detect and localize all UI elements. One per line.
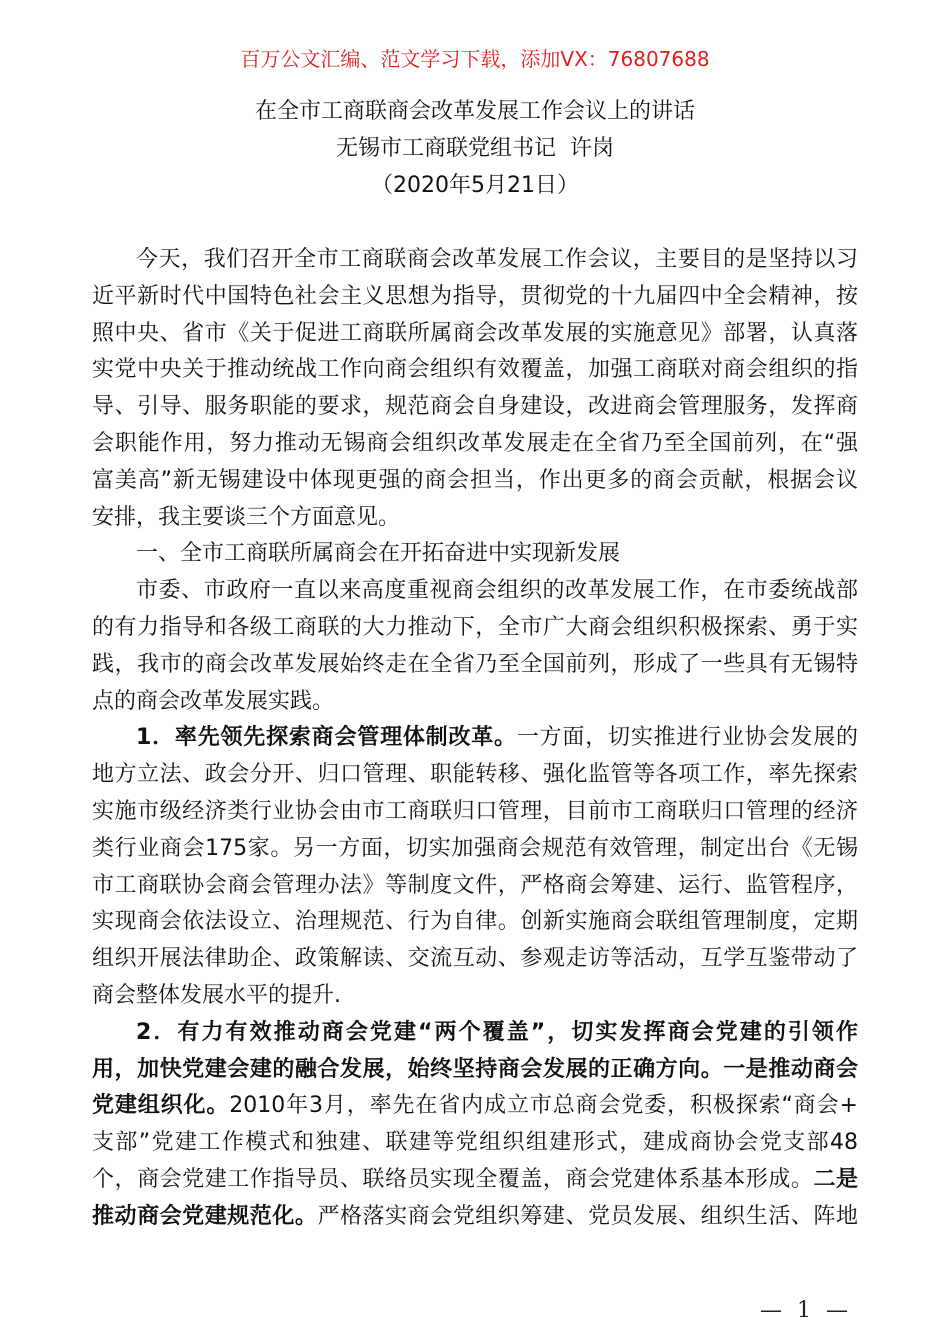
text-segment: 实施市级经济类行业协会由市工商联归口管理，目前市工商联归口管理的经济 bbox=[92, 798, 858, 824]
text-line bbox=[92, 1015, 858, 1052]
text-line bbox=[92, 500, 858, 537]
text-segment: 类行业商会175家。另一方面，切实加强商会规范有效管理，制定出台《无锡 bbox=[92, 835, 858, 861]
text-segment: 严格落实商会党组织筹建、党员发展、组织生活、阵地 bbox=[317, 1203, 858, 1229]
bold-text-segment: 二是 bbox=[813, 1166, 858, 1192]
text-line bbox=[92, 1088, 858, 1125]
text-segment: 地方立法、政会分开、归口管理、职能转移、强化监管等各项工作，率先探索 bbox=[92, 762, 858, 788]
text-line bbox=[92, 757, 858, 794]
text-segment: 安排，我主要谈三个方面意见。 bbox=[92, 504, 401, 530]
text-segment: 2010年3月，率先在省内成立市总商会党委，积极探索“商会+ bbox=[229, 1093, 858, 1119]
text-segment: 实现商会依法设立、治理规范、行为自律。创新实施商会联组管理制度，定期 bbox=[92, 909, 858, 935]
text-line bbox=[92, 242, 858, 279]
speech-date: （2020年5月21日） bbox=[371, 173, 579, 198]
text-line bbox=[92, 1199, 858, 1236]
text-segment: 实党中央关于推动统战工作向商会组织有效覆盖，加强工商联对商会组织的指 bbox=[92, 357, 858, 383]
page-number: — 1 — bbox=[760, 1298, 852, 1323]
text-line bbox=[92, 279, 858, 316]
text-line bbox=[92, 463, 858, 500]
text-line bbox=[92, 1052, 858, 1089]
bold-text-segment: 2．有力有效推动商会党建“两个覆盖”，切实发挥商会党建的引领作 bbox=[136, 1019, 858, 1045]
text-line bbox=[92, 1162, 858, 1199]
text-line bbox=[92, 316, 858, 353]
speaker-line: 无锡市工商联党组书记 许岗 bbox=[336, 136, 614, 161]
text-segment: 组织开展法律助企、政策解读、交流互动、参观走访等活动，互学互鉴带动了 bbox=[92, 946, 858, 972]
text-segment: 个，商会党建工作指导员、联络员实现全覆盖，商会党建体系基本形成。 bbox=[92, 1166, 814, 1192]
text-segment: 今天，我们召开全市工商联商会改革发展工作会议，主要目的是坚持以习 bbox=[136, 247, 858, 272]
text-line bbox=[92, 868, 858, 905]
text-segment: 导、引导、服务职能的要求，规范商会自身建设，改进商会管理服务，发挥商 bbox=[92, 394, 858, 420]
text-line bbox=[92, 831, 858, 868]
bold-text-segment: 推动商会党建规范化。 bbox=[92, 1203, 318, 1229]
text-segment: 点的商会改革发展实践。 bbox=[92, 688, 335, 714]
text-segment: 照中央、省市《关于促进工商联所属商会改革发展的实施意见》部署，认真落 bbox=[92, 320, 858, 346]
text-line bbox=[92, 1125, 858, 1162]
bold-text-segment: 党建组织化。 bbox=[92, 1093, 230, 1119]
bold-text-segment: 用，加快党建会建的融合发展，始终坚持商会发展的正确方向。一是推动商会 bbox=[92, 1056, 858, 1082]
text-line bbox=[92, 794, 858, 831]
text-line bbox=[92, 536, 858, 573]
document-body bbox=[92, 242, 858, 1236]
text-line bbox=[92, 389, 858, 426]
text-line bbox=[92, 352, 858, 389]
text-line bbox=[92, 426, 858, 463]
watermark-banner: 百万公文汇编、范文学习下载，添加VX：76807688 bbox=[240, 47, 710, 71]
text-line bbox=[92, 904, 858, 941]
text-segment: 市委、市政府一直以来高度重视商会组织的改革发展工作，在市委统战部 bbox=[136, 578, 858, 604]
text-segment: 的有力指导和各级工商联的大力推动下，全市广大商会组织积极探索、勇于实 bbox=[92, 614, 858, 640]
text-line bbox=[92, 978, 858, 1015]
text-line bbox=[92, 941, 858, 978]
text-segment: 会职能作用，努力推动无锡商会组织改革发展走在全省乃至全国前列，在“强 bbox=[92, 430, 858, 456]
bold-text-segment: 1．率先领先探索商会管理体制改革。 bbox=[136, 725, 517, 751]
text-line bbox=[92, 684, 858, 721]
text-line bbox=[92, 647, 858, 684]
text-segment: 商会整体发展水平的提升. bbox=[92, 982, 341, 1008]
text-segment: 一方面，切实推进行业协会发展的 bbox=[516, 725, 858, 751]
text-segment: 市工商联协会商会管理办法》等制度文件，严格商会筹建、运行、监管程序， bbox=[92, 872, 858, 898]
text-segment: 一、全市工商联所属商会在开拓奋进中实现新发展 bbox=[136, 541, 621, 567]
text-line bbox=[92, 720, 858, 757]
text-segment: 近平新时代中国特色社会主义思想为指导，贯彻党的十九届四中全会精神，按 bbox=[92, 283, 858, 309]
text-line bbox=[92, 573, 858, 610]
text-segment: 践，我市的商会改革发展始终走在全省乃至全国前列，形成了一些具有无锡特 bbox=[92, 651, 858, 677]
document-title: 在全市工商联商会改革发展工作会议上的讲话 bbox=[254, 99, 695, 124]
text-segment: 支部”党建工作模式和独建、联建等党组织组建形式，建成商协会党支部48 bbox=[92, 1130, 858, 1156]
text-line bbox=[92, 610, 858, 647]
text-segment: 富美高”新无锡建设中体现更强的商会担当，作出更多的商会贡献，根据会议 bbox=[92, 467, 858, 493]
